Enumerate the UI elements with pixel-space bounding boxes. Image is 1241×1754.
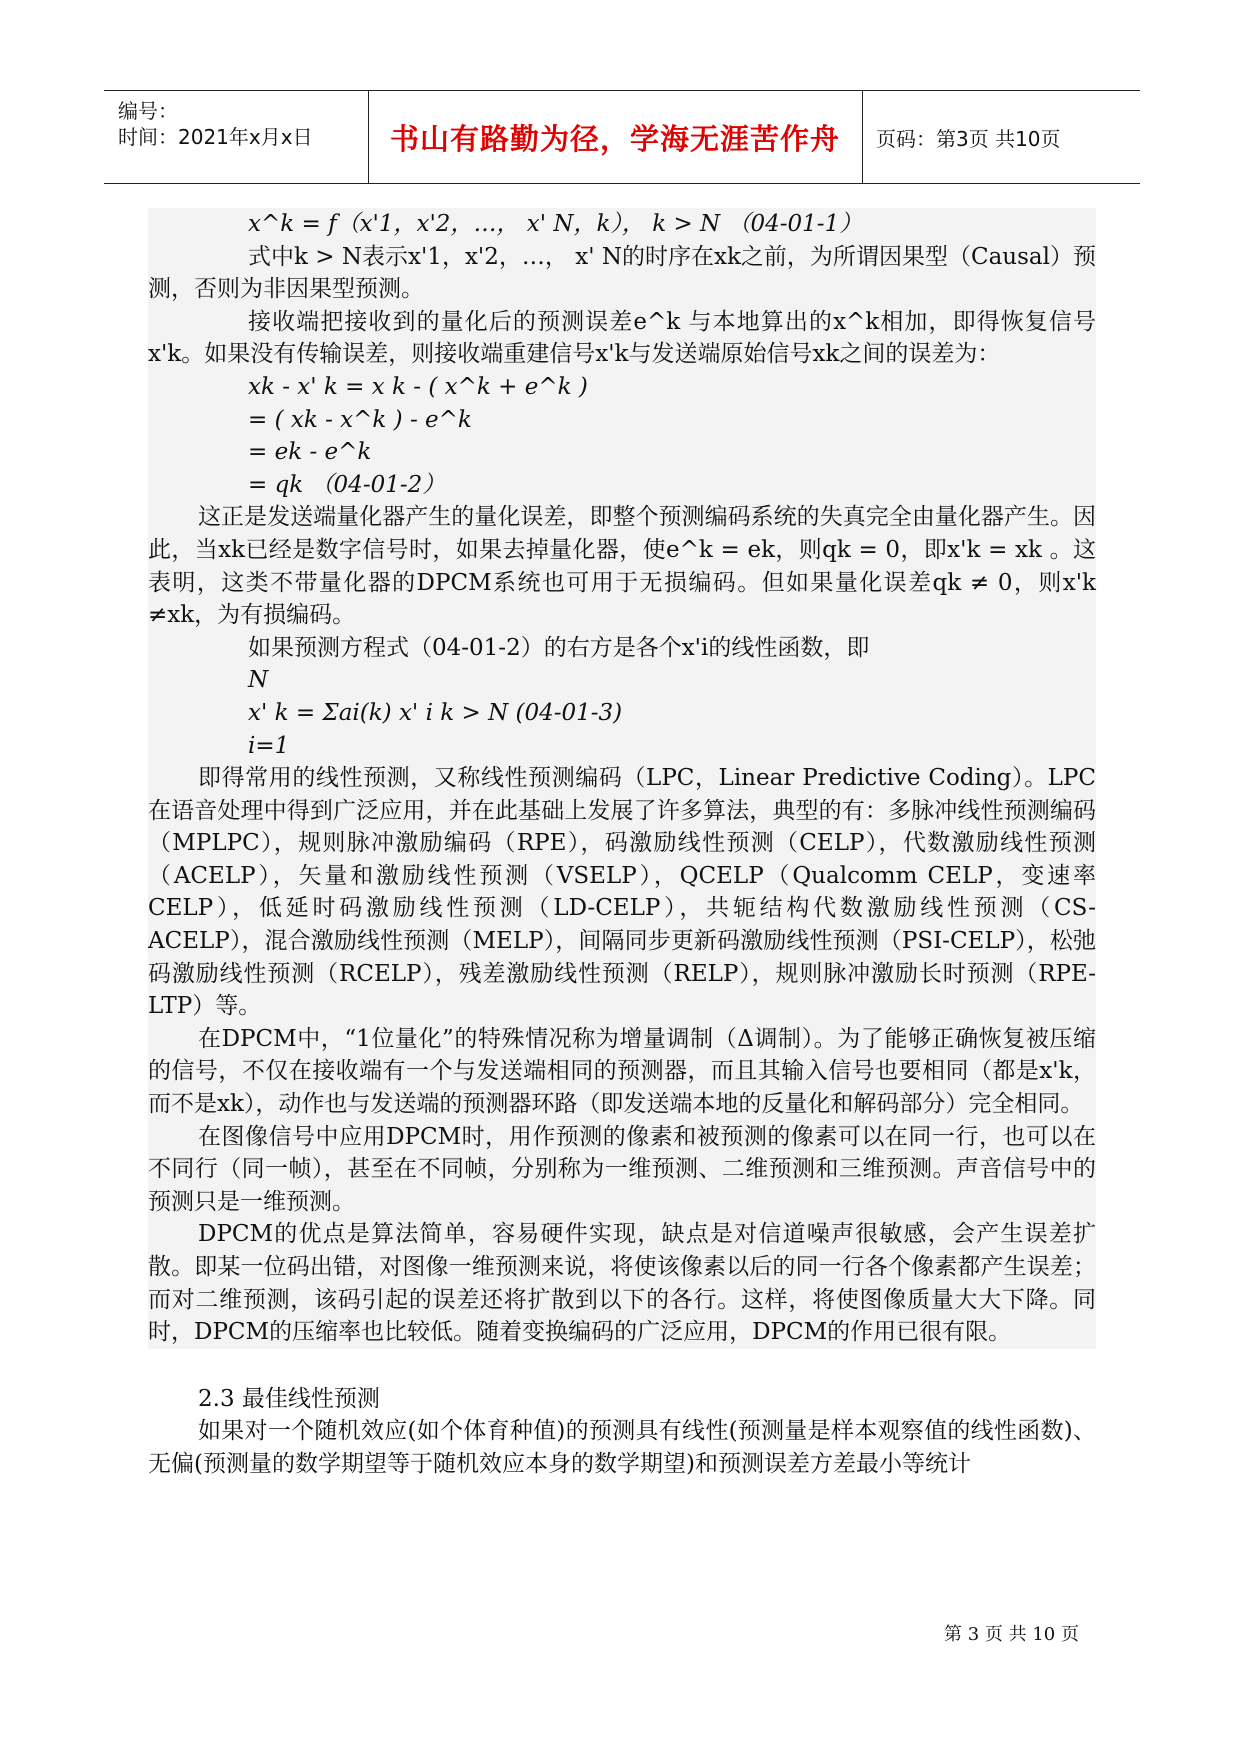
- paragraph-dpcm-pros-cons: DPCM的优点是算法简单，容易硬件实现，缺点是对信道噪声很敏感，会产生误差扩散。即某一位码出错，对图像一维预测来说，将使该像素以后的同一行各个像素都产生误差；而对二维预测，该码引起的误差还将扩散到以下的各行。这样，将使图像质量大大下降。同时，DPCM的压缩率也比较低。随着变换编码的广泛应用，DPCM的作用已很有限。: [148, 1221, 1096, 1346]
- paragraph-lpc: 即得常用的线性预测，又称线性预测编码（LPC，Linear Predictive Coding）。LPC在语音处理中得到广泛应用，并在此基础上发展了许多算法，典型的有：多脉冲线性预测编码（MPLPC），规则脉冲激励编码（RPE），码激励线性预测（CELP），代数激励线性预测（ACELP），矢量和激励线性预测（VSELP），QCELP（Qualcomm CELP，变速率CELP），低延时码激励线性预测（LD-CELP），共轭结构代数激励线性预测（CS-ACELP），混合激励线性预测（MELP），间隔同步更新码激励线性预测（PSI-CELP），松弛码激励线性预测（RCELP），残差激励线性预测（RELP），规则脉冲激励长时预测（RPE-LTP）等。: [148, 765, 1096, 1020]
- header-motto-cell: [368, 91, 863, 183]
- header-motto: 书山有路勤为径，学海无涯苦作舟: [389, 121, 840, 156]
- header-page-code: 页码：第3页 共10页: [876, 126, 1061, 151]
- page-header: [104, 90, 1140, 184]
- paragraph-quantization-error: 这正是发送端量化器产生的量化误差，即整个预测编码系统的失真完全由量化器产生。因此，当xk已经是数字信号时，如果去掉量化器，使e^k = ek，则qk = 0，即x'k = xk 。这表明，这类不带量化器的DPCM系统也可用于无损编码。但如果量化误差qk ≠ 0，则x'k ≠xk，为有损编码。: [148, 504, 1096, 629]
- equation-04-01-1: x^k = f（x'1，x'2，…， x' N，k）， k > N （04-01-1）: [248, 211, 863, 237]
- equation-line: = ek - e^k: [248, 439, 372, 466]
- equation-04-01-3: x' k = Σai(k) x' i k > N (04-01-3): [248, 699, 623, 726]
- paragraph-causal: 式中k > N表示x'1，x'2，…， x' N的时序在xk之前，为所谓因果型（Causal）预测，否则为非因果型预测。: [148, 243, 1096, 303]
- equation-sum-lower: i=1: [248, 732, 290, 759]
- paragraph-delta-modulation: 在DPCM中，“1位量化”的特殊情况称为增量调制（Δ调制）。为了能够正确恢复被压缩的信号，不仅在接收端有一个与发送端相同的预测器，而且其输入信号也要相同（都是x'k，而不是xk），动作也与发送端的预测器环路（即发送端本地的反量化和解码部分）完全相同。: [148, 1025, 1096, 1118]
- equation-line: = ( xk - x^k ) - e^k: [248, 406, 472, 433]
- document-time-label: 时间：2021年x月x日: [118, 125, 313, 149]
- document-body: [148, 208, 1096, 1481]
- paragraph-image-prediction: 在图像信号中应用DPCM时，用作预测的像素和被预测的像素可以在同一行，也可以在不同行（同一帧），甚至在不同帧，分别称为一维预测、二维预测和三维预测。声音信号中的预测只是一维预测。: [148, 1123, 1096, 1215]
- equation-sum-upper: N: [248, 667, 269, 694]
- page-footer: 第 3 页 共 10 页: [944, 1624, 1079, 1645]
- paragraph-linear-function: 如果预测方程式（04-01-2）的右方是各个x'i的线性函数，即: [248, 634, 870, 661]
- paragraph-receiver: 接收端把接收到的量化后的预测误差e^k 与本地算出的x^k相加，即得恢复信号x'k。如果没有传输误差，则接收端重建信号x'k与发送端原始信号xk之间的误差为：: [148, 308, 1096, 368]
- header-page-cell: [862, 91, 1140, 183]
- header-info-cell: [104, 91, 369, 183]
- paragraph-gap: [146, 1349, 1098, 1383]
- equation-line: xk - x' k = x k - ( x^k + e^k ): [248, 373, 588, 400]
- equation-04-01-2: = qk （04-01-2）: [248, 471, 446, 498]
- document-number-label: 编号：: [118, 99, 178, 123]
- paragraph-optimal-prediction: 如果对一个随机效应(如个体育种值)的预测具有线性(预测量是样本观察值的线性函数)、无偏(预测量的数学期望等于随机效应本身的数学期望)和预测误差方差最小等统计: [148, 1415, 1096, 1480]
- section-title: 2.3 最佳线性预测: [148, 1383, 1096, 1416]
